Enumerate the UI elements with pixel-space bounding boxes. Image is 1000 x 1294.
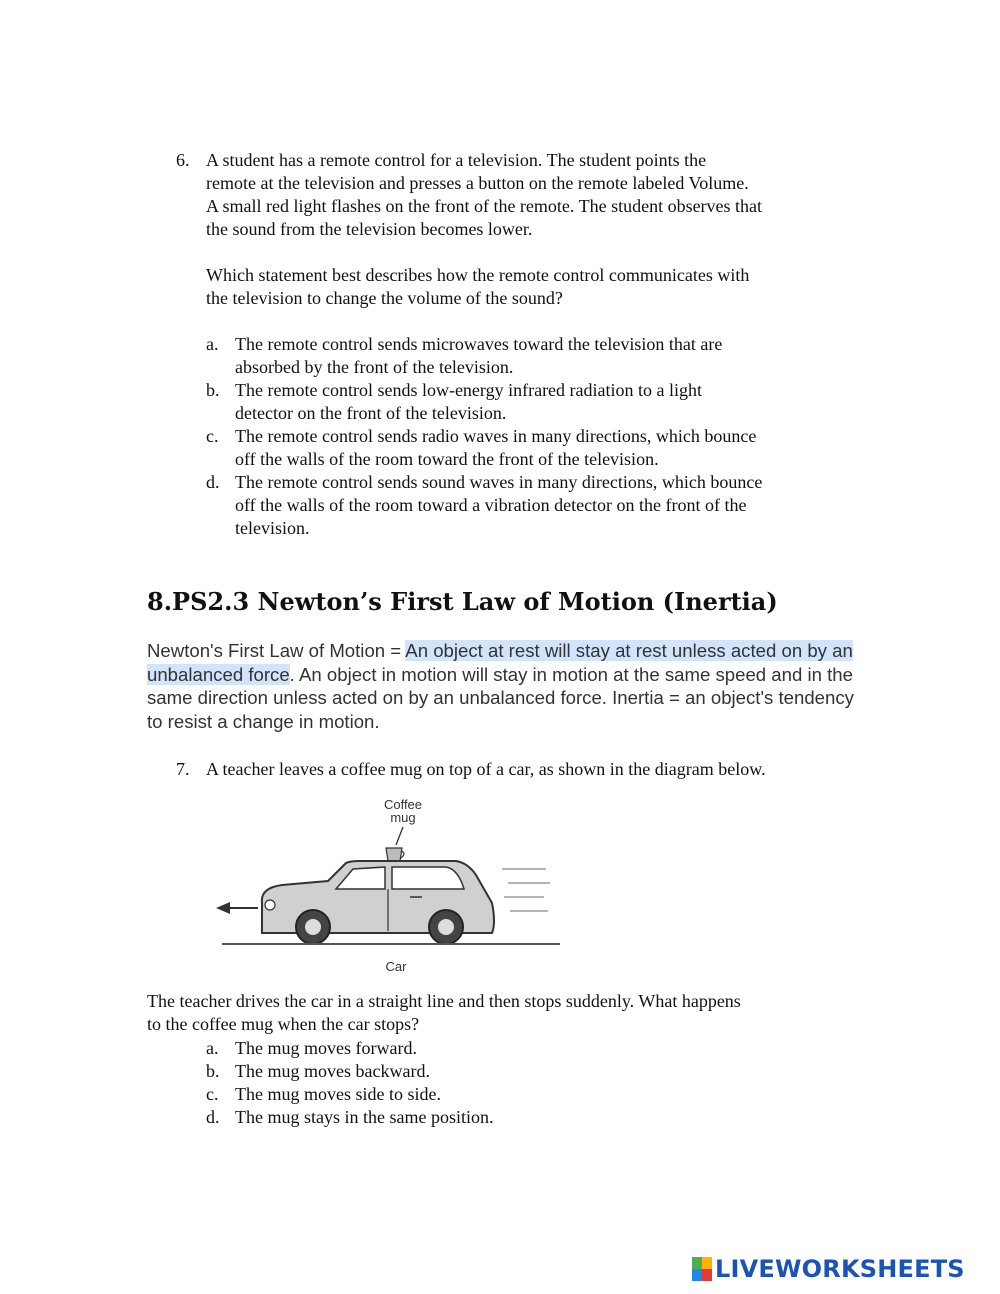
label-pointer-line [396, 827, 403, 845]
law-rest: . An object in motion will stay in motion at the same speed and in the same direction unless acted on by an unbalanced force. Inertia = an object's tendency to resist a change in motion. [147, 663, 854, 732]
section-heading: 8.PS2.3 Newton’s First Law of Motion (Inertia) [147, 587, 778, 616]
option-text-line: The remote control sends low-energy infrared radiation to a light [235, 380, 703, 400]
option-letter: a. [206, 1038, 219, 1058]
question-prompt-line: to the coffee mug when the car stops? [147, 1014, 420, 1034]
option-text-line: television. [235, 518, 310, 538]
question-stem-line: A small red light flashes on the front of the remote. The student observes that [206, 196, 763, 216]
option-letter: b. [206, 380, 220, 400]
motion-arrow-head [216, 902, 230, 914]
option-a[interactable] [206, 333, 866, 379]
question-stem: A teacher leaves a coffee mug on top of a car, as shown in the diagram below. [206, 759, 766, 779]
option-letter: d. [206, 472, 220, 492]
option-text: The mug moves backward. [235, 1061, 430, 1081]
question-prompt-line: Which statement best describes how the remote control communicates with [206, 265, 750, 285]
coffee-mug-label: Coffee [383, 797, 423, 812]
logo-text: LIVEWORKSHEETS [715, 1255, 965, 1283]
highlighted-text: An object at rest will stay at rest unless acted on by an unbalanced force [147, 640, 853, 685]
option-text-line: detector on the front of the television. [235, 403, 507, 423]
question-stem-line: A student has a remote control for a television. The student points the [206, 150, 707, 170]
option-letter: d. [206, 1107, 220, 1127]
question-stem-line: the sound from the television becomes lower. [206, 219, 533, 239]
option-letter: b. [206, 1061, 220, 1081]
logo-mark-icon [692, 1257, 712, 1281]
answer-options [206, 333, 866, 540]
car-diagram [210, 793, 570, 978]
car-label: Car [385, 959, 407, 974]
option-c[interactable] [206, 1083, 806, 1106]
law-definition [147, 639, 857, 733]
coffee-mug-label-2: mug [390, 810, 416, 825]
liveworksheets-logo[interactable] [692, 1254, 965, 1284]
option-text-line: The remote control sends radio waves in many directions, which bounce [235, 426, 757, 446]
question-number: 6. [176, 150, 190, 170]
option-text-line: off the walls of the room toward the front of the television. [235, 449, 659, 469]
option-d[interactable] [206, 471, 866, 540]
headlight [265, 900, 275, 910]
option-text-line: The remote control sends sound waves in many directions, which bounce [235, 472, 763, 492]
option-text-line: The remote control sends microwaves toward the television that are [235, 334, 723, 354]
option-letter: a. [206, 334, 219, 354]
option-b[interactable] [206, 1060, 806, 1083]
question-prompt-line: The teacher drives the car in a straight line and then stops suddenly. What happens [147, 991, 741, 1011]
answer-options [206, 1037, 806, 1129]
question-6 [176, 149, 866, 540]
option-d[interactable] [206, 1106, 806, 1129]
question-number: 7. [176, 759, 190, 779]
front-hubcap [305, 919, 321, 935]
rear-hubcap [438, 919, 454, 935]
option-a[interactable] [206, 1037, 806, 1060]
option-text: The mug moves forward. [235, 1038, 417, 1058]
car-window-rear [392, 867, 464, 889]
question-stem-line: remote at the television and presses a button on the remote labeled Volume. [206, 173, 749, 193]
question-7 [176, 758, 866, 781]
option-c[interactable] [206, 425, 866, 471]
question-7-prompt [147, 990, 867, 1036]
option-text-line: off the walls of the room toward a vibration detector on the front of the [235, 495, 747, 515]
question-prompt-line: the television to change the volume of the sound? [206, 288, 563, 308]
option-letter: c. [206, 426, 219, 446]
option-text-line: absorbed by the front of the television. [235, 357, 514, 377]
mug-icon [386, 848, 402, 861]
option-text: The mug moves side to side. [235, 1084, 441, 1104]
law-prefix: Newton's First Law of Motion = [147, 640, 406, 661]
option-letter: c. [206, 1084, 219, 1104]
option-b[interactable] [206, 379, 866, 425]
option-text: The mug stays in the same position. [235, 1107, 494, 1127]
